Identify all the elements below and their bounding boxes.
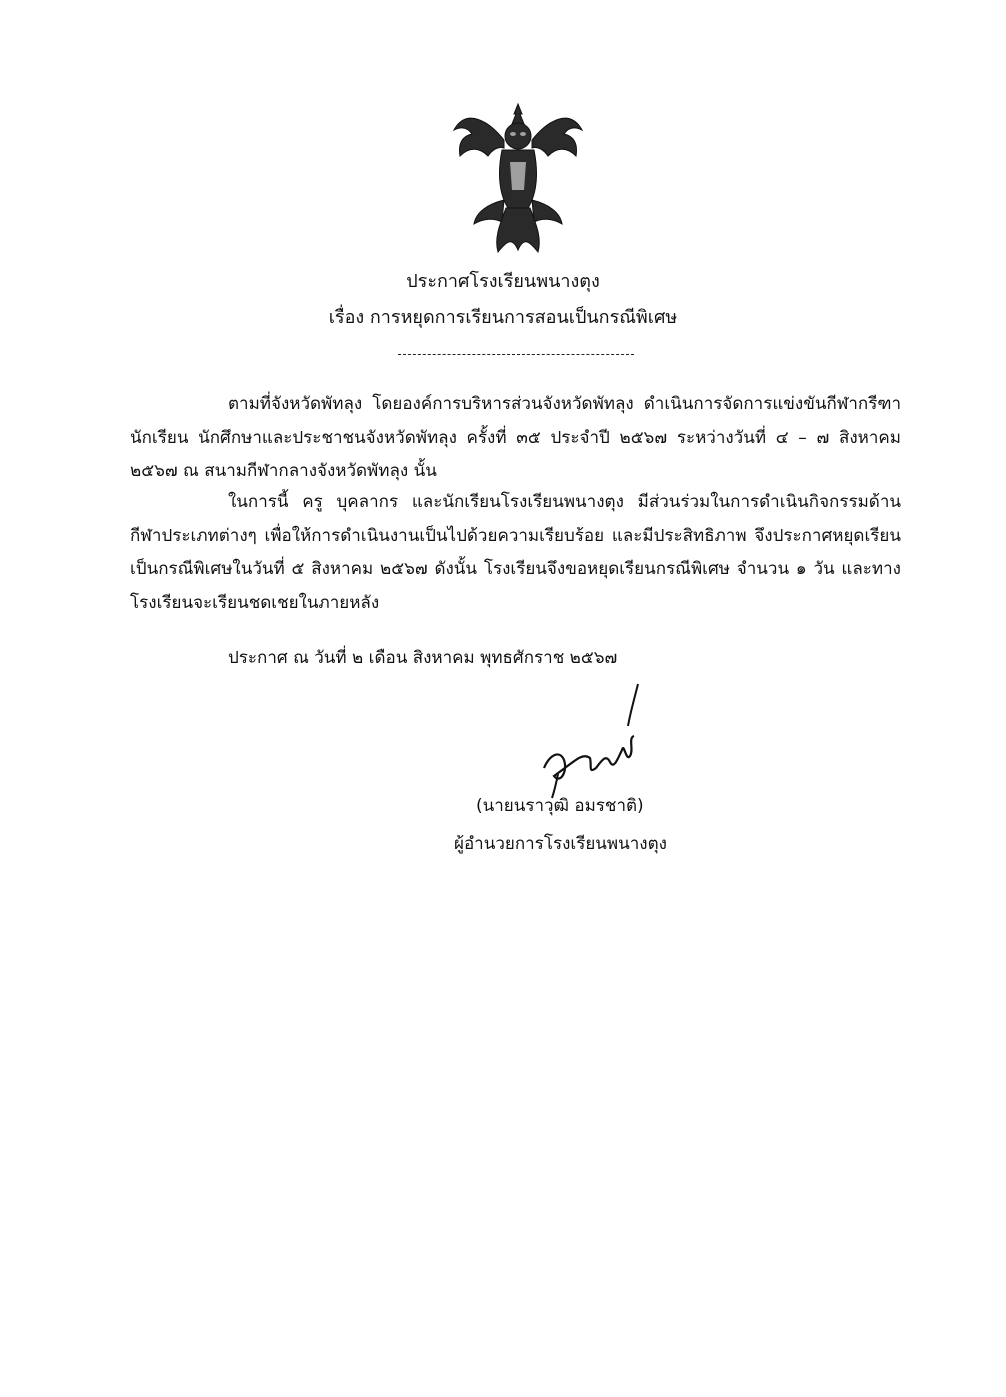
signer-name: (นายนราวุฒิ อมรชาติ) [476,796,644,816]
announcement-date: ประกาศ ณ วันที่ ๒ เดือน สิงหาคม พุทธศักราช ๒๕๖๗ [228,648,618,668]
signer-position: ผู้อำนวยการโรงเรียนพนางตุง [454,834,667,854]
body-paragraph-1: ตามที่จังหวัดพัทลุง โดยองค์การบริหารส่วนจังหวัดพัทลุง ดำเนินการจัดการแข่งขันกีฬากรีฑา นักเรียน นักศึกษาและประชาชนจังหวัดพัทลุง ครั้งที่ ๓๕ ประจำปี ๒๕๖๗ ระหว่างวันที่ ๔ – ๗ สิงหาคม ๒๕๖๗ ณ สนามกีฬากลางจังหวัดพัทลุง นั้น [130,394,901,481]
signature-icon [530,680,670,800]
garuda-emblem-icon [448,100,588,260]
announcement-subject: เรื่อง การหยุดการเรียนการสอนเป็นกรณีพิเศษ [328,307,678,328]
body-paragraph-2: ในการนี้ ครู บุคลากร และนักเรียนโรงเรียนพนางตุง มีส่วนร่วมในการดำเนินกิจกรรมด้าน กีฬาประเภทต่างๆ เพื่อให้การดำเนินงานเป็นไปด้วยความเรียบร้อย และมีประสิทธิภาพ จึงประกาศหยุดเรียน เป็นกรณีพิเศษในวันที่ ๕ สิงหาคม ๒๕๖๗ ดังนั้น โรงเรียนจึงขอหยุดเรียนกรณีพิเศษ จำนวน ๑ วัน และทาง โรงเรียนจะเรียนชดเชยในภายหลัง [130,492,901,613]
announcement-title: ประกาศโรงเรียนพนางตุง [406,271,600,292]
title-divider [398,354,634,355]
